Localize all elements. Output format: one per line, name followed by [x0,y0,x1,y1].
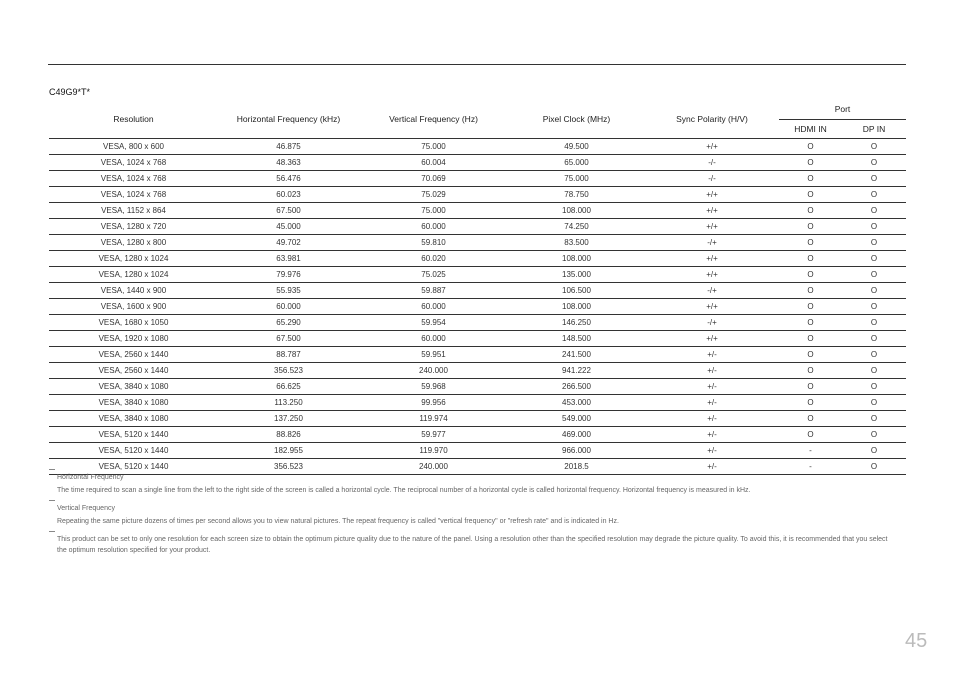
footnote-body: This product can be set to only one resolution for each screen size to obtain the optimum picture quality due to the nature of the panel. Using a resolution other than the specified resolution may degrade the picture quality. To avoid this, it is recommended that you select the optimum resolution specified for your product. [57,536,888,554]
table-row [49,155,906,171]
cell-resolution: VESA, 5120 x 1440 [49,459,218,475]
cell-resolution: VESA, 1024 x 768 [49,171,218,187]
cell-pixel-clock: 135.000 [508,267,645,283]
cell-pixel-clock: 2018.5 [508,459,645,475]
cell-vertical-frequency: 59.887 [359,283,508,299]
cell-hdmi-in: - [779,443,842,459]
cell-vertical-frequency: 60.020 [359,251,508,267]
timing-table [49,99,906,475]
cell-horizontal-frequency: 66.625 [218,379,359,395]
cell-hdmi-in: O [779,283,842,299]
cell-hdmi-in: O [779,155,842,171]
cell-resolution: VESA, 2560 x 1440 [49,363,218,379]
table-row [49,283,906,299]
cell-vertical-frequency: 70.069 [359,171,508,187]
cell-dp-in: O [842,251,906,267]
cell-sync-polarity: +/+ [645,187,779,203]
cell-resolution: VESA, 1152 x 864 [49,203,218,219]
cell-dp-in: O [842,459,906,475]
cell-pixel-clock: 108.000 [508,299,645,315]
cell-vertical-frequency: 75.000 [359,139,508,155]
cell-sync-polarity: +/- [645,395,779,411]
table-row [49,139,906,155]
cell-pixel-clock: 453.000 [508,395,645,411]
cell-horizontal-frequency: 48.363 [218,155,359,171]
footnote-title: Horizontal Frequency [57,474,124,481]
cell-horizontal-frequency: 88.787 [218,347,359,363]
cell-pixel-clock: 108.000 [508,203,645,219]
cell-vertical-frequency: 119.970 [359,443,508,459]
cell-vertical-frequency: 240.000 [359,363,508,379]
cell-dp-in: O [842,443,906,459]
cell-hdmi-in: O [779,171,842,187]
cell-pixel-clock: 75.000 [508,171,645,187]
header-horizontal-frequency: Horizontal Frequency (kHz) [236,113,341,124]
footnote-body: The time required to scan a single line from the left to the right side of the screen is called a horizontal cycle. The reciprocal number of a horizontal cycle is called horizontal frequency. Horizontal frequency is measured in kHz. [57,487,751,494]
cell-sync-polarity: +/+ [645,203,779,219]
footnote-horizontal-frequency [49,472,899,496]
cell-horizontal-frequency: 65.290 [218,315,359,331]
table-row [49,331,906,347]
cell-horizontal-frequency: 113.250 [218,395,359,411]
cell-dp-in: O [842,155,906,171]
footnote-optimum-resolution [49,534,899,556]
cell-vertical-frequency: 59.954 [359,315,508,331]
cell-pixel-clock: 108.000 [508,251,645,267]
header-vertical-frequency: Vertical Frequency (Hz) [389,113,478,124]
cell-sync-polarity: +/- [645,459,779,475]
header-pixel-clock: Pixel Clock (MHz) [542,113,611,124]
cell-resolution: VESA, 1280 x 800 [49,235,218,251]
cell-hdmi-in: O [779,331,842,347]
footnote-title: Vertical Frequency [57,505,115,512]
cell-pixel-clock: 146.250 [508,315,645,331]
header-dp-in: DP IN [842,120,906,139]
cell-dp-in: O [842,235,906,251]
cell-hdmi-in: O [779,251,842,267]
cell-resolution: VESA, 1280 x 1024 [49,267,218,283]
cell-vertical-frequency: 75.000 [359,203,508,219]
cell-sync-polarity: +/+ [645,219,779,235]
header-hdmi-in: HDMI IN [779,120,842,139]
cell-vertical-frequency: 59.810 [359,235,508,251]
cell-resolution: VESA, 5120 x 1440 [49,427,218,443]
cell-horizontal-frequency: 49.702 [218,235,359,251]
table-row [49,219,906,235]
cell-dp-in: O [842,395,906,411]
page-number: 45 [905,630,928,652]
cell-resolution: VESA, 5120 x 1440 [49,443,218,459]
header-port: Port [834,104,851,114]
cell-sync-polarity: +/- [645,411,779,427]
table-row [49,171,906,187]
cell-pixel-clock: 78.750 [508,187,645,203]
cell-vertical-frequency: 75.025 [359,267,508,283]
cell-dp-in: O [842,283,906,299]
cell-sync-polarity: +/- [645,379,779,395]
cell-horizontal-frequency: 60.000 [218,299,359,315]
cell-dp-in: O [842,315,906,331]
cell-horizontal-frequency: 55.935 [218,283,359,299]
table-row [49,315,906,331]
table-row [49,187,906,203]
model-name: C49G9*T* [49,87,91,97]
cell-hdmi-in: O [779,187,842,203]
cell-dp-in: O [842,411,906,427]
cell-vertical-frequency: 60.000 [359,331,508,347]
cell-dp-in: O [842,347,906,363]
table-row [49,427,906,443]
cell-sync-polarity: -/+ [645,235,779,251]
top-rule [48,64,906,65]
cell-sync-polarity: +/+ [645,331,779,347]
footnotes [49,472,899,563]
cell-horizontal-frequency: 88.826 [218,427,359,443]
cell-sync-polarity: -/+ [645,315,779,331]
table-row [49,347,906,363]
header-sync-polarity: Sync Polarity (H/V) [676,113,748,124]
footnote-marker [49,531,55,532]
cell-dp-in: O [842,363,906,379]
cell-pixel-clock: 241.500 [508,347,645,363]
cell-hdmi-in: O [779,139,842,155]
cell-dp-in: O [842,171,906,187]
cell-dp-in: O [842,379,906,395]
cell-hdmi-in: - [779,459,842,475]
cell-pixel-clock: 966.000 [508,443,645,459]
table-row [49,251,906,267]
cell-horizontal-frequency: 182.955 [218,443,359,459]
cell-horizontal-frequency: 67.500 [218,203,359,219]
cell-vertical-frequency: 240.000 [359,459,508,475]
cell-horizontal-frequency: 63.981 [218,251,359,267]
cell-resolution: VESA, 1024 x 768 [49,187,218,203]
header-resolution: Resolution [113,113,154,124]
cell-sync-polarity: +/+ [645,251,779,267]
cell-dp-in: O [842,299,906,315]
cell-hdmi-in: O [779,347,842,363]
table-row [49,411,906,427]
cell-vertical-frequency: 119.974 [359,411,508,427]
cell-pixel-clock: 106.500 [508,283,645,299]
cell-hdmi-in: O [779,299,842,315]
cell-dp-in: O [842,187,906,203]
table-row [49,299,906,315]
cell-sync-polarity: -/+ [645,283,779,299]
cell-hdmi-in: O [779,203,842,219]
cell-resolution: VESA, 1280 x 720 [49,219,218,235]
cell-horizontal-frequency: 56.476 [218,171,359,187]
cell-sync-polarity: -/- [645,155,779,171]
cell-resolution: VESA, 3840 x 1080 [49,379,218,395]
cell-hdmi-in: O [779,219,842,235]
cell-hdmi-in: O [779,395,842,411]
cell-sync-polarity: +/- [645,347,779,363]
cell-horizontal-frequency: 356.523 [218,459,359,475]
cell-hdmi-in: O [779,427,842,443]
cell-sync-polarity: +/+ [645,299,779,315]
cell-pixel-clock: 549.000 [508,411,645,427]
cell-horizontal-frequency: 356.523 [218,363,359,379]
footnote-body: Repeating the same picture dozens of times per second allows you to view natural pictures. The repeat frequency is called "vertical frequency" or "refresh rate" and is indicated in Hz. [57,518,619,525]
cell-horizontal-frequency: 137.250 [218,411,359,427]
cell-vertical-frequency: 60.004 [359,155,508,171]
cell-vertical-frequency: 59.968 [359,379,508,395]
cell-resolution: VESA, 2560 x 1440 [49,347,218,363]
table-row [49,363,906,379]
cell-dp-in: O [842,219,906,235]
table-row [49,395,906,411]
cell-hdmi-in: O [779,411,842,427]
cell-pixel-clock: 65.000 [508,155,645,171]
cell-pixel-clock: 941.222 [508,363,645,379]
cell-horizontal-frequency: 45.000 [218,219,359,235]
cell-sync-polarity: +/- [645,443,779,459]
table-row [49,203,906,219]
cell-resolution: VESA, 1920 x 1080 [49,331,218,347]
cell-dp-in: O [842,267,906,283]
cell-sync-polarity: +/- [645,427,779,443]
cell-resolution: VESA, 1024 x 768 [49,155,218,171]
cell-resolution: VESA, 1440 x 900 [49,283,218,299]
table-row [49,235,906,251]
table-row [49,443,906,459]
cell-sync-polarity: +/+ [645,267,779,283]
cell-resolution: VESA, 1680 x 1050 [49,315,218,331]
cell-dp-in: O [842,139,906,155]
cell-resolution: VESA, 1600 x 900 [49,299,218,315]
cell-vertical-frequency: 60.000 [359,299,508,315]
footnote-vertical-frequency [49,503,899,527]
cell-hdmi-in: O [779,315,842,331]
cell-pixel-clock: 49.500 [508,139,645,155]
cell-horizontal-frequency: 67.500 [218,331,359,347]
cell-dp-in: O [842,331,906,347]
cell-dp-in: O [842,203,906,219]
cell-vertical-frequency: 75.029 [359,187,508,203]
cell-pixel-clock: 148.500 [508,331,645,347]
cell-pixel-clock: 74.250 [508,219,645,235]
cell-resolution: VESA, 3840 x 1080 [49,411,218,427]
cell-horizontal-frequency: 46.875 [218,139,359,155]
cell-resolution: VESA, 3840 x 1080 [49,395,218,411]
cell-sync-polarity: -/- [645,171,779,187]
cell-vertical-frequency: 60.000 [359,219,508,235]
cell-horizontal-frequency: 79.976 [218,267,359,283]
cell-hdmi-in: O [779,379,842,395]
table-row [49,267,906,283]
table-row [49,379,906,395]
cell-hdmi-in: O [779,235,842,251]
footnote-marker [49,500,55,501]
cell-vertical-frequency: 59.951 [359,347,508,363]
cell-hdmi-in: O [779,267,842,283]
cell-dp-in: O [842,427,906,443]
cell-resolution: VESA, 1280 x 1024 [49,251,218,267]
cell-sync-polarity: +/+ [645,139,779,155]
cell-pixel-clock: 83.500 [508,235,645,251]
footnote-marker [49,469,55,470]
cell-vertical-frequency: 59.977 [359,427,508,443]
cell-resolution: VESA, 800 x 600 [49,139,218,155]
cell-vertical-frequency: 99.956 [359,395,508,411]
cell-pixel-clock: 266.500 [508,379,645,395]
cell-pixel-clock: 469.000 [508,427,645,443]
cell-sync-polarity: +/- [645,363,779,379]
cell-hdmi-in: O [779,363,842,379]
cell-horizontal-frequency: 60.023 [218,187,359,203]
